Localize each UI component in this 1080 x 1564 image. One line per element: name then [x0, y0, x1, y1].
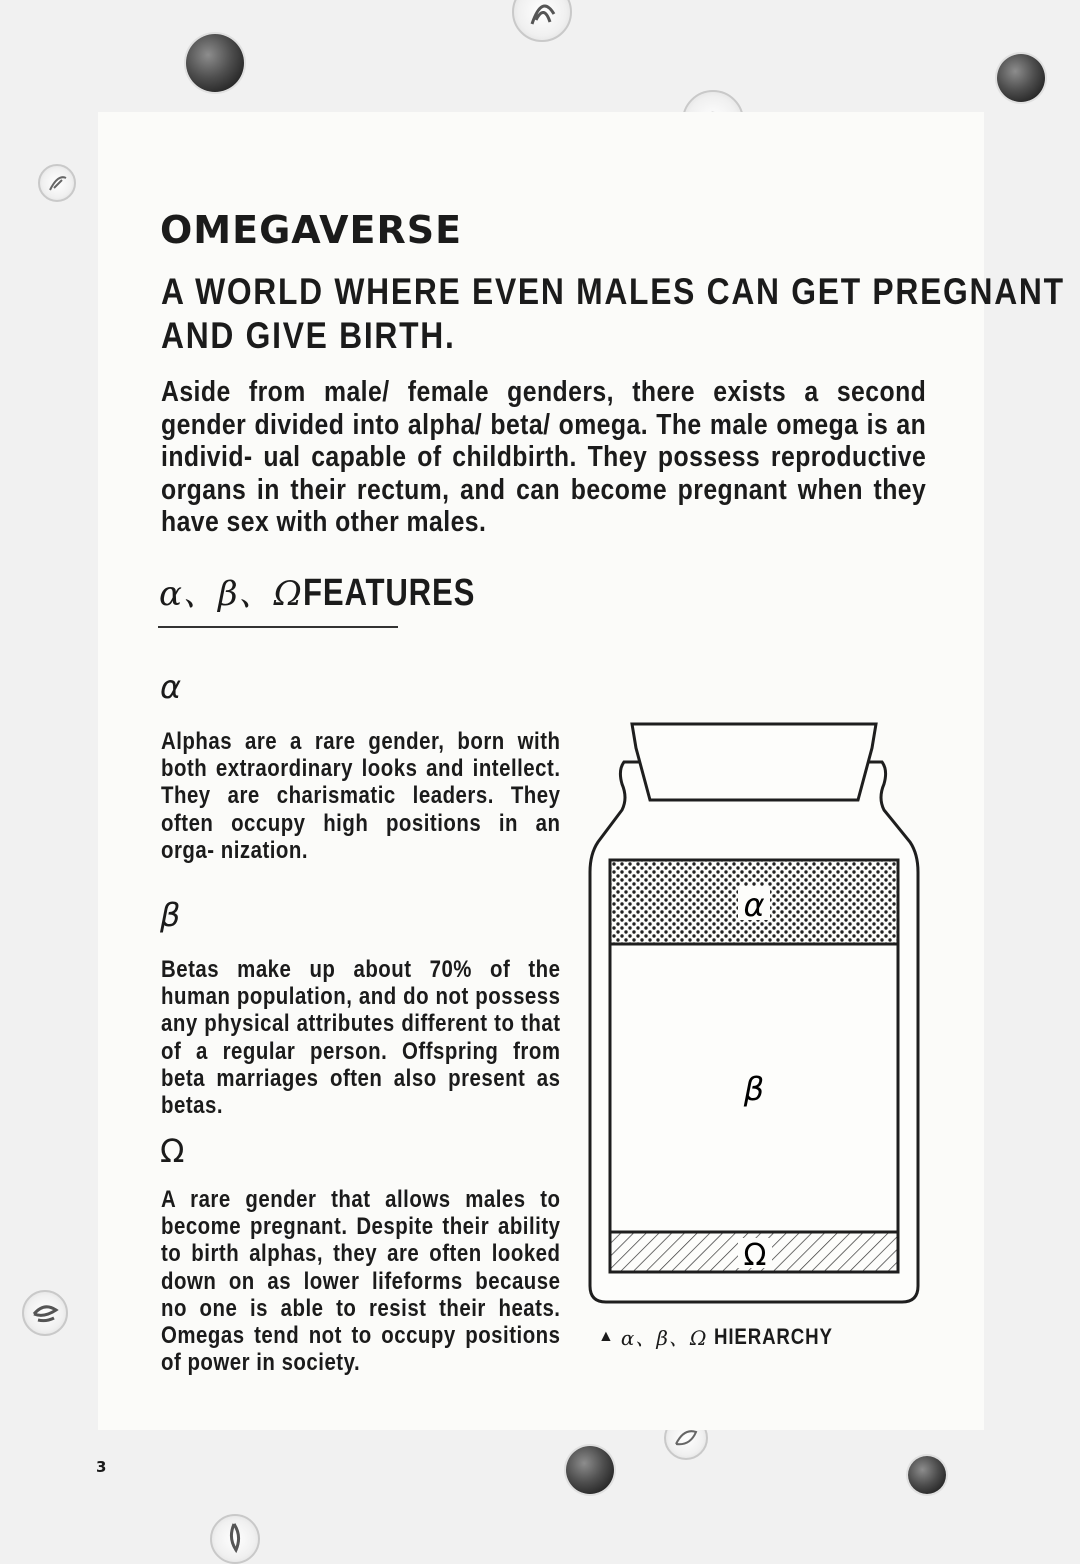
decor-bubble-light — [512, 0, 572, 42]
creature-icon — [24, 1292, 66, 1334]
beta-description: Betas make up about 70% of the human population, and do not possess any physical attributes different to that of a regular person. Offspring from beta marriages often also present as betas. — [161, 956, 561, 1120]
decor-bubble-dark — [997, 54, 1045, 102]
page-subtitle — [161, 270, 1065, 358]
alpha-layer-label: α — [743, 886, 765, 924]
creature-icon — [40, 166, 74, 200]
diagram-caption — [598, 1322, 853, 1351]
page-number: 3 — [96, 1458, 107, 1476]
omega-layer-label: Ω — [743, 1238, 767, 1273]
caption-symbols: α、β、Ω — [620, 1326, 708, 1350]
alpha-description: Alphas are a rare gender, born with both extraordinary looks and intellect. They are charismatic leaders. They often occupy high positions in an orga- nization. — [161, 728, 561, 864]
page-title: OMEGAVERSE — [160, 208, 463, 252]
decor-bubble-dark — [908, 1456, 946, 1494]
heading-underline — [158, 626, 398, 628]
hierarchy-jar-diagram — [588, 718, 928, 1314]
features-heading-symbols: α、β、Ω — [159, 574, 303, 614]
intro-paragraph: Aside from male/ female genders, there exists a second gender divided into alpha/ beta/ omega. The male omega is an individ- ual capable of childbirth. They possess reproductive organs in their rectum, and can become pregnant when they have sex with other males. — [161, 376, 927, 539]
caption-text: HIERARCHY — [713, 1323, 833, 1349]
creature-icon — [212, 1516, 258, 1562]
beta-layer-label: β — [743, 1070, 765, 1108]
alpha-symbol: α — [160, 668, 182, 706]
triangle-icon: ▲ — [598, 1327, 615, 1345]
subtitle-line-1: A WORLD WHERE EVEN MALES CAN GET PREGNANT — [161, 271, 1065, 312]
jar-lid — [632, 724, 876, 800]
omega-symbol: Ω — [160, 1132, 185, 1170]
decor-bubble-light — [22, 1290, 68, 1336]
decor-bubble-dark — [186, 34, 244, 92]
omega-description: A rare gender that allows males to become pregnant. Despite their ability to birth alphas, they are often looked down on as lower lifeforms because no one is able to resist their heats. Omegas tend not to occupy positions of power in society. — [161, 1186, 561, 1377]
subtitle-line-2: AND GIVE BIRTH. — [161, 315, 456, 356]
decor-bubble-light — [210, 1514, 260, 1564]
features-heading — [159, 566, 513, 615]
beta-symbol: β — [160, 896, 181, 934]
creature-icon — [514, 0, 570, 40]
features-heading-text: FEATURES — [302, 572, 475, 614]
decor-bubble-light — [38, 164, 76, 202]
decor-bubble-dark — [566, 1446, 614, 1494]
